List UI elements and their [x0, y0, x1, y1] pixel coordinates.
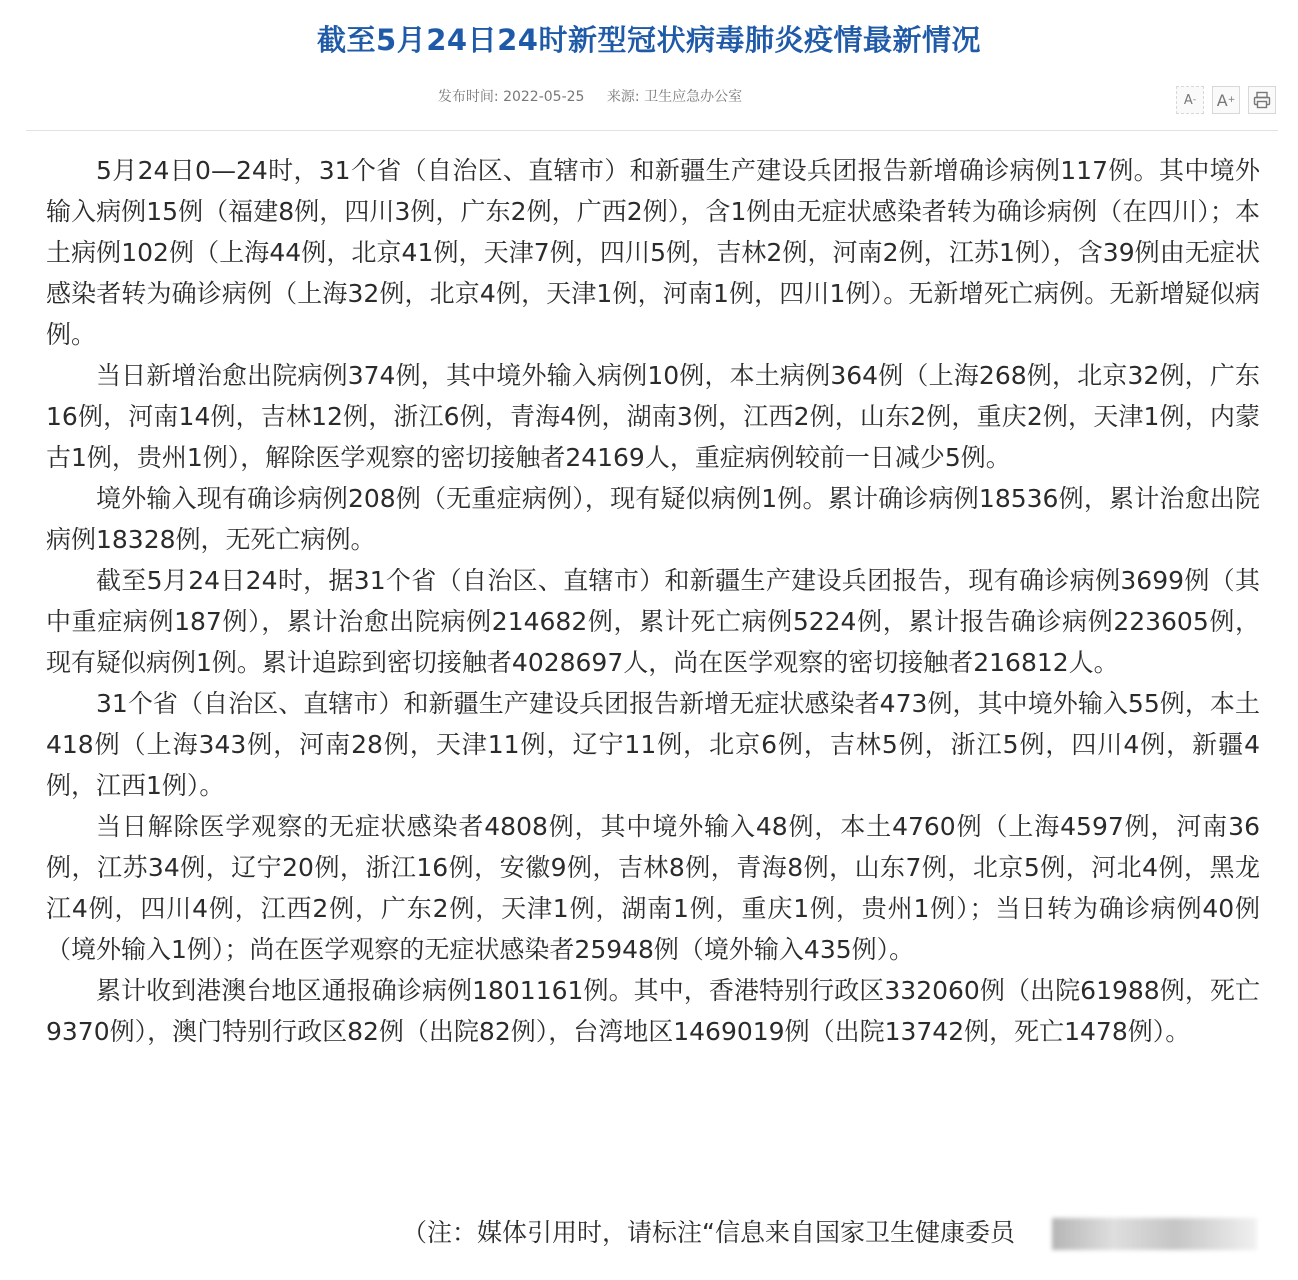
- source-value: 卫生应急办公室: [644, 89, 743, 105]
- blurred-region: [1052, 1218, 1257, 1250]
- article-tools: [1176, 86, 1276, 116]
- publish-label: 发布时间:: [437, 89, 499, 105]
- paragraph: 5月24日0—24时，31个省（自治区、直辖市）和新疆生产建设兵团报告新增确诊病例117例。其中境外输入病例15例（福建8例，四川3例，广东2例，广西2例），含1例由无症状感染者转为确诊病例（在四川）；本土病例102例（上海44例，北京41例，天津7例，四川5例，吉林2例，河南2例，江苏1例），含39例由无症状感染者转为确诊病例（上海32例，北京4例，天津1例，河南1例，四川1例）。无新增死亡病例。无新增疑似病例。: [46, 156, 1260, 349]
- source-label: 来源:: [606, 89, 640, 105]
- article-meta: [0, 86, 1180, 108]
- printer-icon: [1253, 91, 1271, 109]
- paragraph: 当日解除医学观察的无症状感染者4808例，其中境外输入48例，本土4760例（上海4597例，河南36例，江苏34例，辽宁20例，浙江16例，安徽9例，吉林8例，青海8例，山东7例，北京5例，河北4例，黑龙江4例，四川4例，江西2例，广东2例，天津1例，湖南1例，重庆1例，贵州1例）；当日转为确诊病例40例（境外输入1例）；尚在医学观察的无症状感染者25948例（境外输入435例）。: [46, 812, 1260, 964]
- font-larger-button[interactable]: A +: [1212, 86, 1240, 114]
- font-larger-icon: A: [1216, 90, 1228, 110]
- article-title: 截至5月24日24时新型冠状病毒肺炎疫情最新情况: [317, 23, 981, 57]
- font-smaller-button[interactable]: A -: [1176, 86, 1204, 114]
- citation-note: （注：媒体引用时，请标注“信息来自国家卫生健康委员: [402, 1218, 1015, 1247]
- paragraph: 累计收到港澳台地区通报确诊病例1801161例。其中，香港特别行政区332060例（出院61988例，死亡9370例），澳门特别行政区82例（出院82例），台湾地区1469019例（出院13742例，死亡1478例）。: [46, 976, 1260, 1046]
- paragraph: 截至5月24日24时，据31个省（自治区、直辖市）和新疆生产建设兵团报告，现有确诊病例3699例（其中重症病例187例），累计治愈出院病例214682例，累计死亡病例5224例，累计报告确诊病例223605例，现有疑似病例1例。累计追踪到密切接触者4028697人，尚在医学观察的密切接触者216812人。: [46, 566, 1260, 677]
- print-button[interactable]: [1248, 86, 1276, 114]
- header-divider: [26, 130, 1278, 131]
- paragraph: 当日新增治愈出院病例374例，其中境外输入病例10例，本土病例364例（上海268例，北京32例，广东16例，河南14例，吉林12例，浙江6例，青海4例，湖南3例，江西2例，山东2例，重庆2例，天津1例，内蒙古1例，贵州1例），解除医学观察的密切接触者24169人，重症病例较前一日减少5例。: [46, 361, 1260, 472]
- paragraph: 境外输入现有确诊病例208例（无重症病例），现有疑似病例1例。累计确诊病例18536例，累计治愈出院病例18328例，无死亡病例。: [46, 484, 1260, 554]
- publish-date: 2022-05-25: [503, 89, 585, 105]
- paragraph: 31个省（自治区、直辖市）和新疆生产建设兵团报告新增无症状感染者473例，其中境外输入55例，本土418例（上海343例，河南28例，天津11例，辽宁11例，北京6例，吉林5例，浙江5例，四川4例，新疆4例，江西1例）。: [46, 689, 1260, 800]
- article-body: [46, 150, 1260, 1052]
- font-smaller-icon: A: [1183, 92, 1193, 108]
